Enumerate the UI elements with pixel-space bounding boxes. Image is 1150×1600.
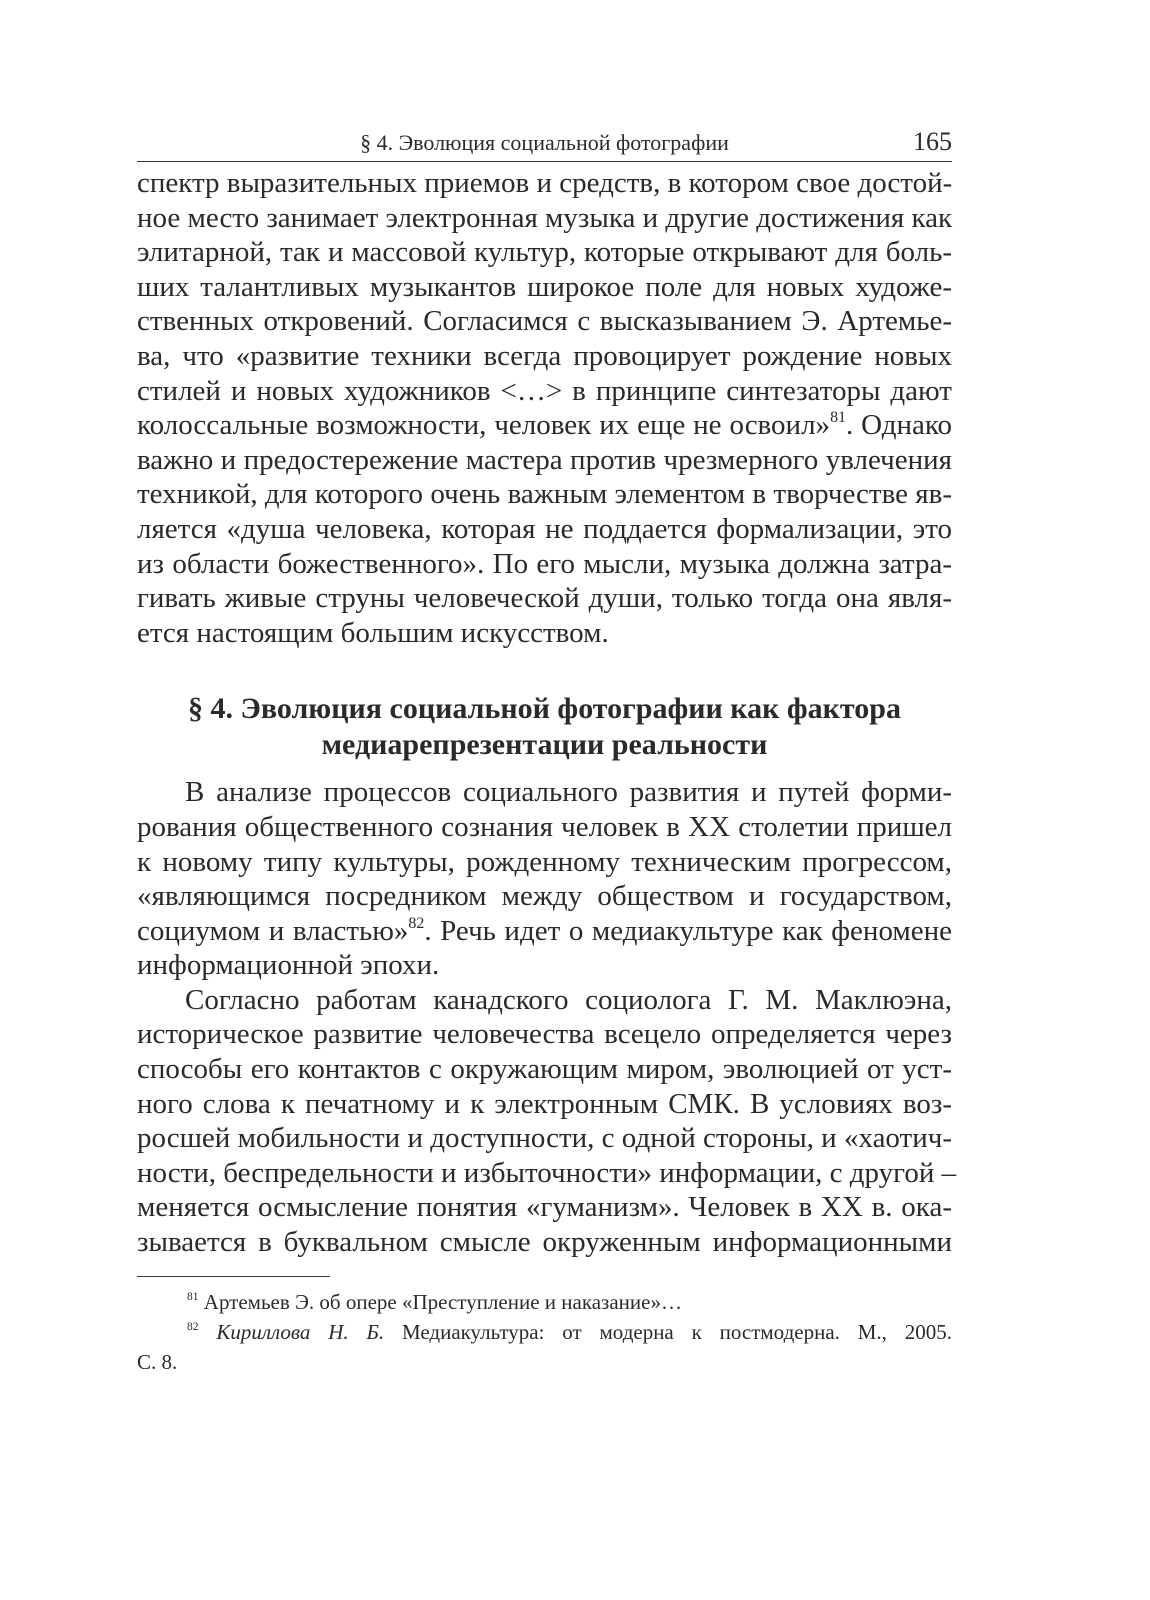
section-paragraph-1 — [137, 775, 952, 983]
text-line: способы его контактов с окружающим миром, эволюцией от уст- — [137, 1053, 952, 1086]
footnote-text: Артемьев Э. об опере «Преступление и наказание»… — [203, 1289, 682, 1314]
footnote-ref-81: 81 — [830, 409, 846, 427]
text-line: меняется осмысление понятия «гуманизм». Человек в XX в. ока- — [137, 1191, 952, 1224]
text-segment: социумом и властью» — [137, 914, 409, 947]
book-page — [137, 125, 957, 1377]
footnote-82-continuation: С. 8. — [137, 1349, 178, 1374]
footnote-author: Кириллова Н. Б. — [216, 1319, 385, 1344]
section-paragraph-2 — [137, 983, 957, 1260]
text-line: спектр выразительных приемов и средств, в котором свое достой- — [137, 167, 953, 199]
page-number: 165 — [913, 127, 952, 156]
footnote-number: 82 — [187, 1320, 199, 1333]
text-line: ется настоящим большим искусством. — [137, 616, 609, 649]
footnote-ref-82: 82 — [408, 914, 425, 932]
text-line: ного слова к печатному и к электронным СМК. В условиях воз- — [137, 1087, 952, 1120]
text-line: к новому типу культуры, рожденному техническим прогрессом, — [137, 845, 952, 878]
text-line: Согласно работам канадского социолога Г. М. Маклюэна, — [185, 983, 952, 1016]
text-line: В анализе процессов социального развития и путей форми- — [185, 776, 952, 809]
text-line-with-footnote-ref — [137, 408, 952, 443]
text-line-with-footnote-ref — [137, 914, 952, 949]
text-line: ших талантливых музыкантов широкое поле для новых художе- — [137, 270, 952, 303]
text-line: ности, беспредельности и избыточности» информации, с другой – — [137, 1156, 957, 1189]
footnote-81 — [137, 1287, 952, 1317]
footnote-82 — [137, 1317, 952, 1347]
text-line: ва, что «развитие техники всегда провоцирует рождение новых — [137, 339, 952, 372]
text-line: информационной эпохи. — [137, 949, 440, 982]
text-segment: . Речь идет о медиакультуре как феномене — [424, 914, 952, 947]
text-line: «являющимся посредником между обществом и государством, — [137, 880, 952, 913]
text-line: стилей и новых художников <…> в принципе синтезаторы дают — [137, 374, 952, 407]
text-line: гивать живые струны человеческой души, только тогда она явля- — [137, 582, 952, 615]
text-line: зывается в буквальном смысле окруженным информационными — [137, 1226, 952, 1259]
section-heading — [137, 691, 952, 763]
text-line: ственных откровений. Согласимся с высказыванием Э. Артемье- — [137, 305, 952, 338]
footnotes — [137, 1287, 952, 1377]
text-line: ное место занимает электронная музыка и другие достижения как — [137, 201, 953, 234]
text-line: ляется «душа человека, которая не поддается формализации, это — [137, 512, 952, 545]
footnote-text: Медиакультура: от модерна к постмодерна. М., 2005. — [401, 1319, 952, 1344]
footnote-separator — [137, 1276, 330, 1277]
text-line: рования общественного сознания человек в XX столетии пришел — [137, 810, 952, 843]
text-line: историческое развитие человечества всецело определяется через — [137, 1018, 952, 1051]
running-header — [137, 125, 952, 162]
text-line: из области божественного». По его мысли, музыка должна затра- — [137, 547, 952, 580]
text-line: элитарной, так и массовой культур, которые открывают для боль- — [137, 236, 952, 269]
footnote-number: 81 — [187, 1290, 199, 1303]
text-line: техникой, для которого очень важным элементом в творчестве яв- — [137, 478, 952, 511]
text-segment: колоссальные возможности, человек их еще не освоил» — [137, 409, 831, 442]
running-title: § 4. Эволюция социальной фотографии — [360, 130, 729, 155]
continued-paragraph — [137, 166, 952, 650]
text-segment: . Однако — [846, 409, 953, 442]
section-heading-line: § 4. Эволюция социальной фотографии как фактора — [188, 692, 901, 726]
section-heading-line: медиарепрезентации реальности — [321, 728, 768, 762]
text-line: важно и предостережение мастера против чрезмерного увлечения — [137, 443, 952, 476]
text-line: росшей мобильности и доступности, с одной стороны, и «хаотич- — [137, 1122, 952, 1155]
